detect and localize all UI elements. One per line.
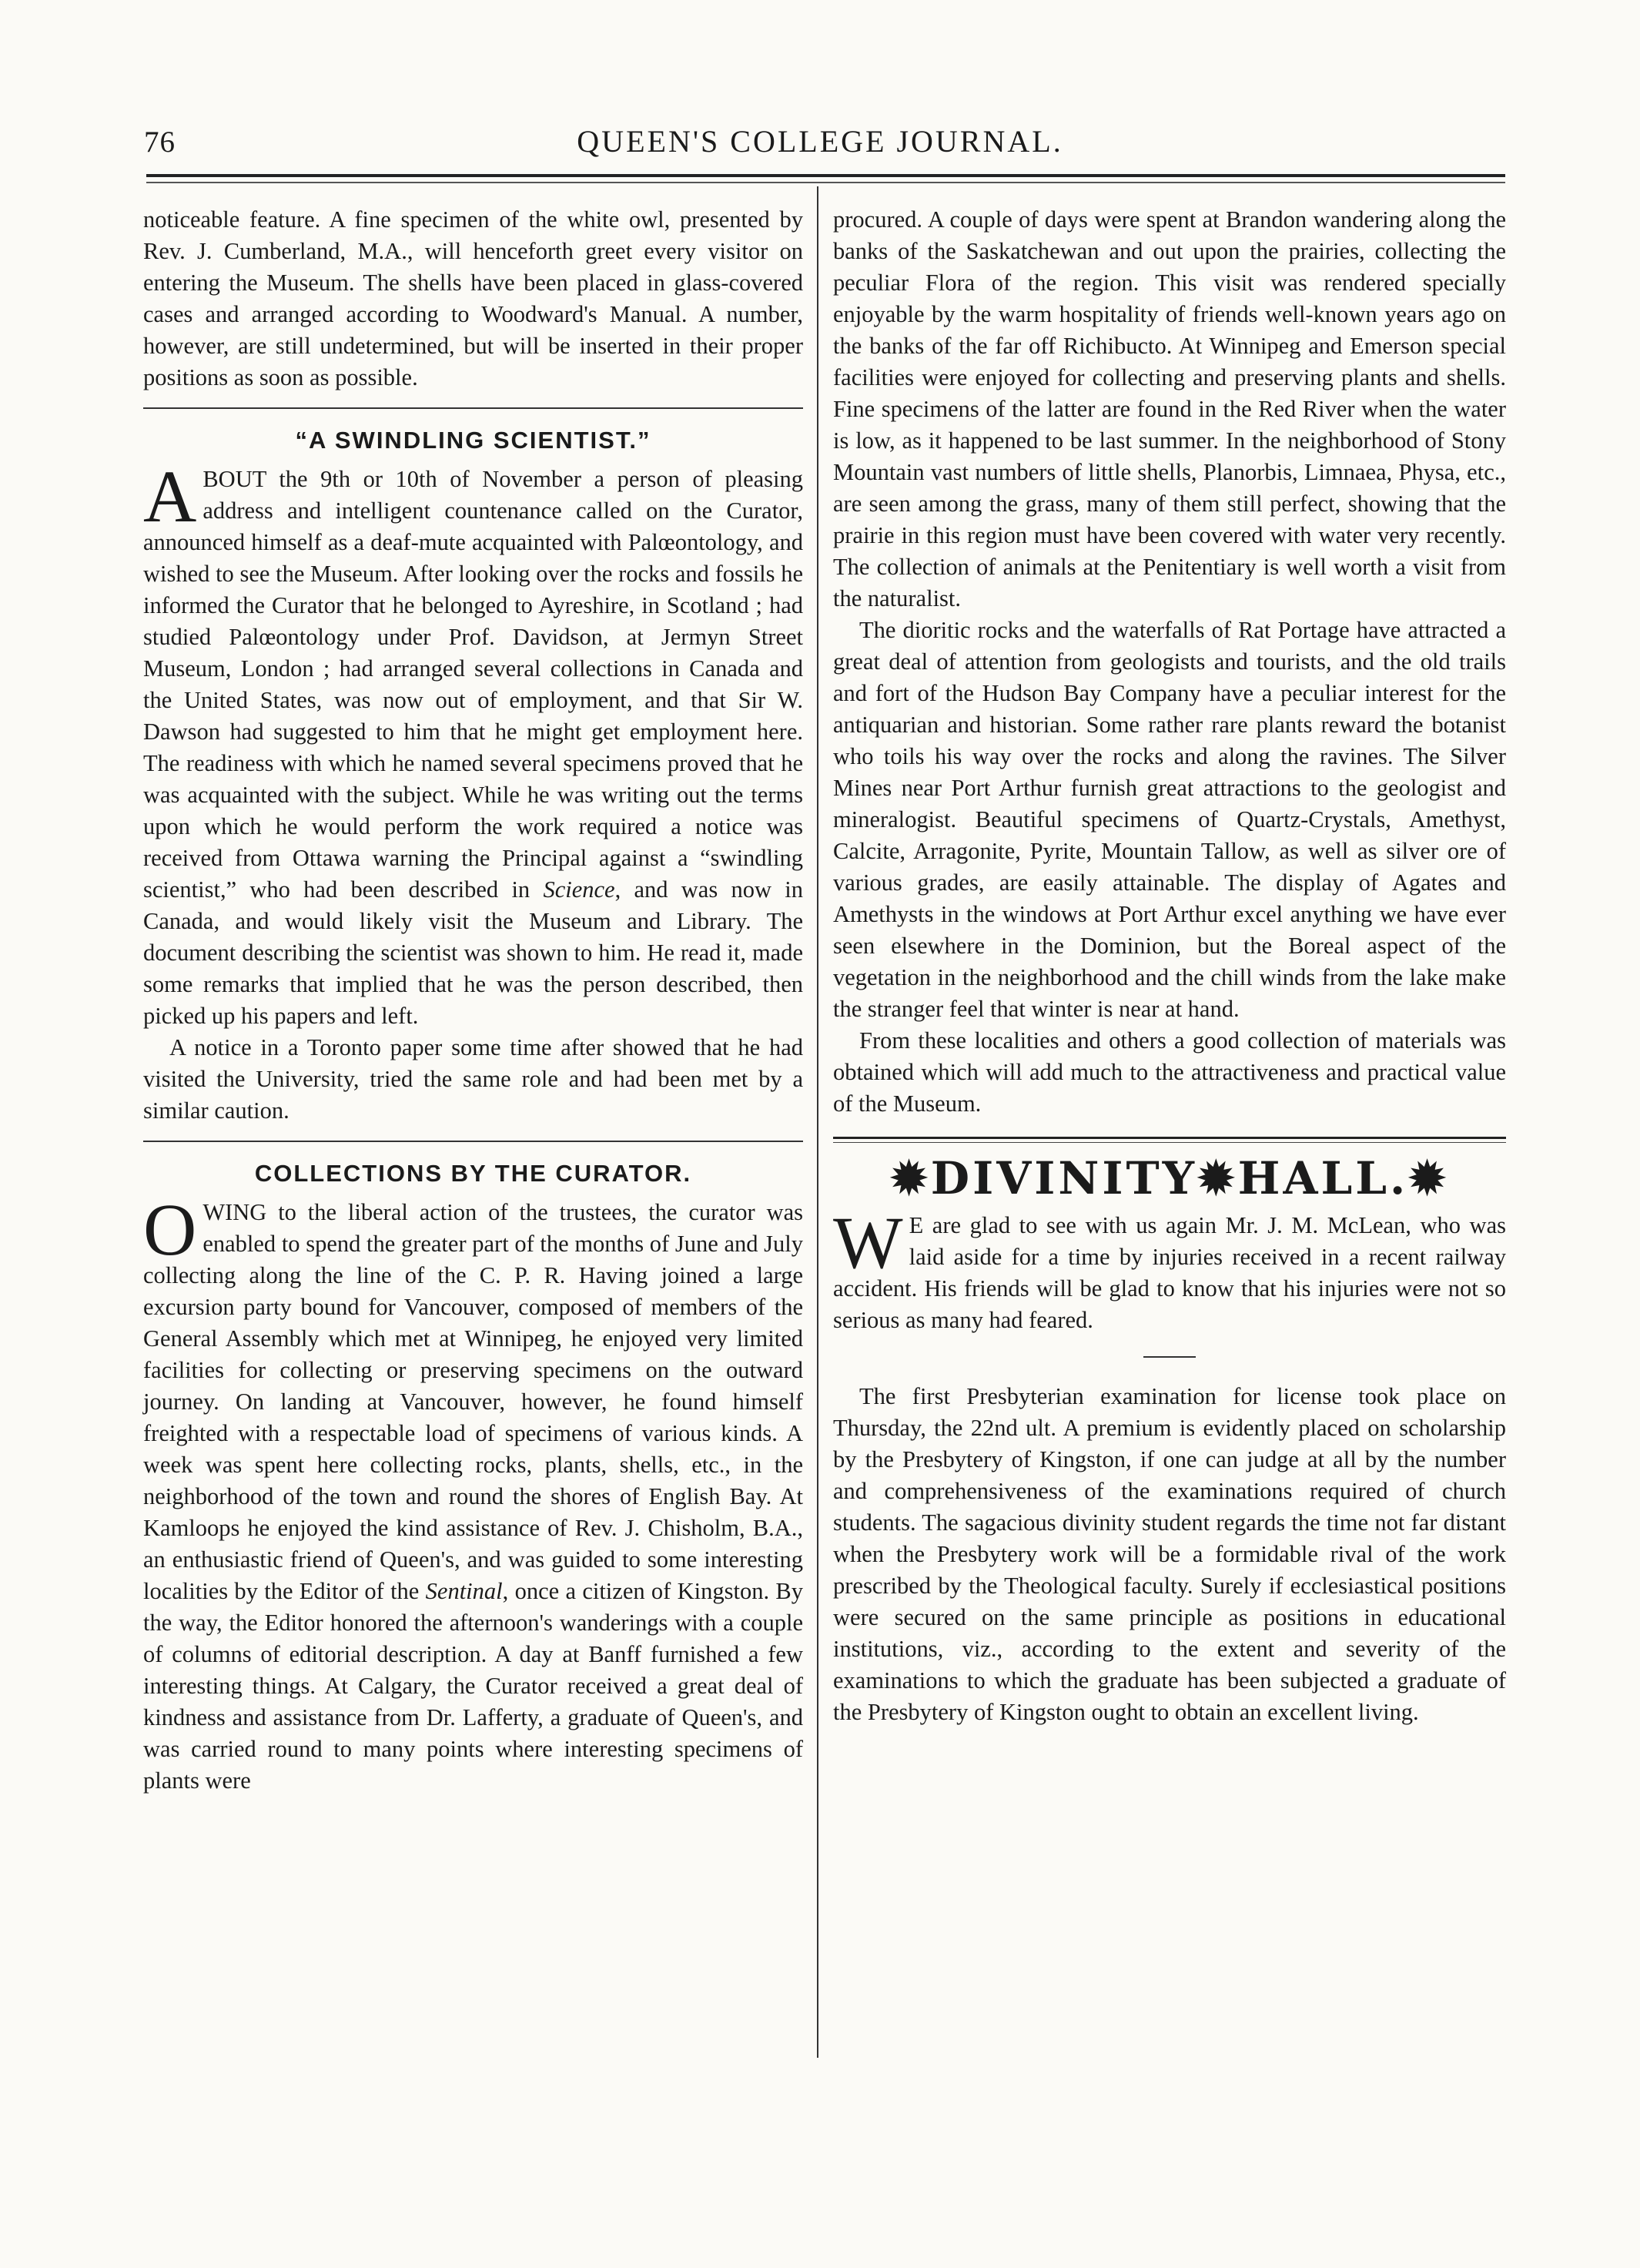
localities-paragraph: From these localities and others a good collection of materials was obtained which will add much to the attractiveness and practical value of the Museum. — [833, 1027, 1506, 1117]
header-rule-thin — [146, 182, 1505, 183]
header-rule — [146, 174, 1505, 177]
collections-paragraph-1: OWING to the liberal action of the trustees, the curator was enabled to spend the greater part of the months of June and July collecting along the line of the C. P. R. Having joined a large excursion party bound for Vancouver, composed of members of the General Assembly which met at Winnipeg, he enjoyed very limited facilities for collecting or preserving specimens on the outward journey. On landing at Vancouver, however, he found himself freighted with a respectable load of specimens of various kinds. A week was spent here collecting rocks, plants, shells, etc., in the neighborhood of the town and round the shores of English Bay. At Kamloops he enjoyed the kind assistance of Rev. J. Chisholm, B.A., an enthusiastic friend of Queen's, and was guided to some interesting localities by the Editor of the Sentinal, once a citizen of Kingston. By the way, the Editor honored the afternoon's wanderings with a couple of columns of editorial description. A day at Banff furnished a few interesting things. At Calgary, the Curator received a great deal of kindness and assistance from Dr. Lafferty, a graduate of Queen's, and was carried round to many points where interesting specimens of plants were — [143, 1188, 804, 1794]
museum-continuation-paragraph: noticeable feature. A fine specimen of the white owl, presented by Rev. J. Cumberland, M.A., will henceforth greet every visitor on entering the Museum. The shells have been placed in glass-covered cases and arranged according to Woodward's Manual. A number, however, are still undetermined, but will be inserted in their proper positions as soon as possible. — [143, 206, 803, 390]
swindling-scientist-heading: “A SWINDLING SCIENTIST.” — [295, 427, 651, 454]
drop-cap: W — [833, 1201, 903, 1284]
collections-heading: COLLECTIONS BY THE CURATOR. — [254, 1160, 692, 1187]
section-divider — [143, 407, 803, 409]
swindling-scientist-paragraph-1: ABOUT the 9th or 10th of November a person of pleasing address and intelligent countenance called on the Curator, announced himself as a deaf-mute acquainted with Palœontology, and wished to see the Museum. After looking over the rocks and fossils he informed the Curator that he belonged to Ayreshire, in Scotland ; had studied Palœontology under Prof. Davidson, at Jermyn Street Museum, London ; had arranged several collections in Canada and the United States, was now out of employment, and that Sir W. Dawson had suggested to him that he might get employment here. The readiness with which he named several specimens proved that he was acquainted with the subject. While he was writing out the terms upon which he would perform the work required a notice was received from Ottawa warning the Principal against a “swindling scientist,” who had been described in Science, and was now in Canada, and would likely visit the Museum and Library. The document describing the scientist was shown to him. He read it, made some remarks that implied that he was the person described, then picked up his papers and left. — [143, 455, 803, 1029]
short-divider — [1143, 1356, 1196, 1358]
swindling-scientist-paragraph-2: A notice in a Toronto paper some time after showed that he had visited the University, tried the same role and had been met by a similar caution. — [143, 1034, 803, 1124]
section-divider — [833, 1137, 1506, 1143]
section-divider — [143, 1141, 803, 1142]
divinity-hall-heading: ✹DIVINITY✹HALL.✹ — [890, 1152, 1449, 1204]
right-column — [833, 204, 1506, 1728]
divinity-paragraph-1: W E are glad to see with us again Mr. J. M. McLean, who was laid aside for a time by injuries received in a recent railway accident. His friends will be glad to know that his injuries were not so serious as many had feared. — [833, 1201, 1506, 1333]
drop-cap: O — [143, 1188, 197, 1271]
drop-cap: A — [143, 455, 197, 538]
divinity-paragraph-2: The first Presbyterian examination for license took place on Thursday, the 22nd ult. A premium is evidently placed on scholarship by the Presbytery of Kingston, if one can judge at all by the number and comprehensiveness of the examinations required of church students. The sagacious divinity student regards the time not far distant when the Presbytery work will be a formidable rival of the work prescribed by the Theological faculty. Surely if ecclesiastical positions were secured on the same principle as positions in educational institutions, viz., according to the extent and severity of the examinations to which the graduate has been subjected a graduate of the Presbytery of Kingston ought to obtain an excellent living. — [833, 1383, 1506, 1725]
rat-portage-paragraph: The dioritic rocks and the waterfalls of Rat Portage have attracted a great deal of attention from geologists and tourists, and the old trails and fort of the Hudson Bay Company have a peculiar interest for the antiquarian and historian. Some rather rare plants reward the botanist who toils his way over the rocks and along the ravines. The Silver Mines near Port Arthur furnish great attractions to the geologist and mineralogist. Beautiful specimens of Quartz-Crystals, Amethyst, Calcite, Arragonite, Pyrite, Mountain Tallow, as well as silver ore of various grades, are easily attainable. The display of Agates and Amethysts in the windows at Port Arthur excel anything we have ever seen elsewhere in the Dominion, but the Boreal aspect of the vegetation in the neighborhood and the chill winds from the lake make the stranger feel that winter is near at hand. — [833, 617, 1506, 1022]
column-divider — [817, 186, 818, 2058]
page-number: 76 — [144, 126, 176, 159]
left-column — [143, 204, 803, 1797]
journal-title: QUEEN'S COLLEGE JOURNAL. — [577, 124, 1063, 159]
collections-continuation-paragraph: procured. A couple of days were spent at Brandon wandering along the banks of the Saskatchewan and out upon the prairies, collecting the peculiar Flora of the region. This visit was rendered specially enjoyable by the warm hospitality of friends well-known years ago on the banks of the far off Richibucto. At Winnipeg and Emerson special facilities were enjoyed for collecting and preserving plants and shells. Fine specimens of the latter are found in the Red River when the water is low, as it happened to be last summer. In the neighborhood of Stony Mountain vast numbers of little shells, Planorbis, Limnaea, Physa, etc., are seen among the grass, many of them still perfect, showing that the prairie in this region must have been covered with water very recently. The collection of animals at the Penitentiary is well worth a visit from the naturalist. — [833, 206, 1506, 611]
